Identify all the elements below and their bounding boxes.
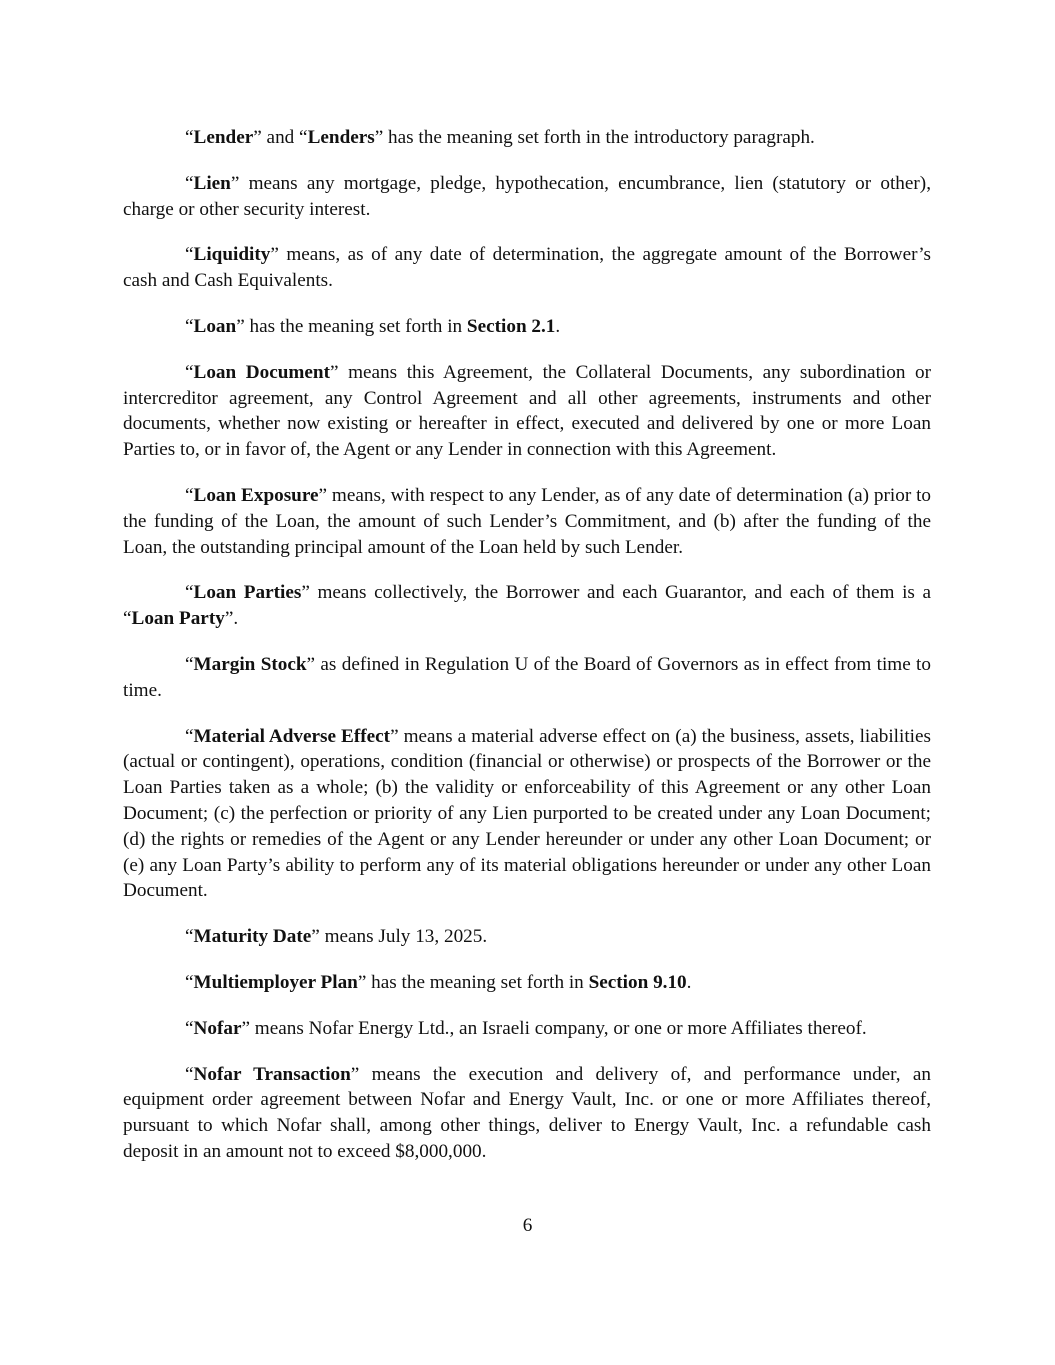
definition-maturity-date: [123, 924, 931, 950]
defined-term: Maturity Date: [193, 926, 312, 948]
defined-term: Nofar: [193, 1017, 242, 1039]
defined-term: Lien: [193, 172, 231, 194]
defined-term: Lenders: [307, 127, 375, 148]
definition-text: ” as defined in Regulation U of the Board of Governors as in effect from time to time.: [123, 653, 931, 701]
defined-term: Liquidity: [193, 244, 271, 266]
definition-text: “: [185, 582, 194, 604]
definition-text: ” means, as of any date of determination, the aggregate amount of the Borrower’s cash and Cash Equivalents.: [123, 244, 931, 292]
definition-text: ”.: [224, 608, 239, 630]
definitions-list: [123, 125, 931, 1165]
definition-liquidity: [123, 242, 931, 294]
defined-term: Loan: [193, 315, 237, 337]
definition-nofar: [123, 1016, 931, 1042]
definition-text: “: [185, 315, 194, 337]
defined-term: Margin Stock: [193, 653, 307, 675]
definition-margin-stock: [123, 652, 931, 704]
definition-text: ” means any mortgage, pledge, hypothecation, encumbrance, lien (statutory or other), charge or other security interest.: [123, 172, 931, 220]
definition-text: “: [185, 1017, 194, 1039]
definition-text: ” means, with respect to any Lender, as of any date of determination (a) prior to the funding of the Loan, the amount of such Lender’s Commitment, and (b) after the funding of the Loan, the outstanding principal amount of the Loan held by such Lender.: [123, 484, 932, 558]
defined-term: Lender: [193, 127, 254, 148]
defined-term: Loan Parties: [193, 582, 302, 604]
definition-text: ” means this Agreement, the Collateral Documents, any subordination or intercreditor agreement, any Control Agreement and all other agreements, instruments and other documents, whether now existing or hereafter in effect, executed and delivered by one or more Loan Parties to, or in favor of, the Agent or any Lender in connection with this Agreement.: [123, 361, 931, 461]
defined-term: Section 9.10: [588, 971, 687, 993]
definition-loan-document: [123, 360, 931, 463]
definition-nofar-transaction: [123, 1062, 931, 1165]
defined-term: Loan Document: [193, 361, 330, 383]
definition-text: “: [185, 1063, 194, 1085]
definition-text: “: [185, 127, 194, 148]
definition-lender: [123, 125, 931, 151]
definition-text: “: [185, 725, 194, 747]
defined-term: Loan Exposure: [193, 484, 319, 506]
definition-material-adverse-effect: [123, 724, 931, 905]
definition-multiemployer-plan: [123, 970, 931, 996]
page-number: 6: [522, 1215, 533, 1236]
definition-text: “: [185, 484, 194, 506]
definition-loan-exposure: [123, 483, 931, 560]
defined-term: Material Adverse Effect: [193, 725, 391, 747]
defined-term: Loan Party: [131, 608, 225, 630]
definition-text: “: [185, 926, 194, 948]
defined-term: Section 2.1: [466, 315, 556, 337]
definition-text: ” has the meaning set forth in: [236, 315, 467, 337]
definition-text: “: [185, 244, 194, 266]
definition-text: ” means July 13, 2025.: [311, 926, 488, 948]
defined-term: Nofar Transaction: [193, 1063, 351, 1085]
definition-text: .: [555, 315, 561, 337]
definition-text: ” means the execution and delivery of, and performance under, an equipment order agreement between Nofar and Energy Vault, Inc. or one or more Affiliates thereof, pursuant to which Nofar shall, among other things, deliver to Energy Vault, Inc. a refundable cash deposit in an amount not to exceed $8,000,000.: [123, 1063, 931, 1162]
definition-text: ” means collectively, the Borrower and each Guarantor, and each of them is a “: [123, 582, 931, 630]
definition-text: “: [185, 361, 194, 383]
definition-loan: [123, 314, 931, 340]
document-page: [123, 125, 931, 1185]
definition-text: “: [185, 172, 194, 194]
definition-text: ” means Nofar Energy Ltd., an Israeli company, or one or more Affiliates thereof.: [241, 1017, 867, 1039]
definition-lien: [123, 171, 931, 223]
definition-loan-parties: [123, 580, 931, 632]
definition-text: “: [185, 971, 194, 993]
definition-text: .: [686, 971, 692, 993]
defined-term: Multiemployer Plan: [193, 971, 358, 993]
definition-text: ” has the meaning set forth in the introductory paragraph.: [374, 127, 815, 148]
definition-text: ” has the meaning set forth in: [357, 971, 589, 993]
definition-text: ” and “: [253, 127, 308, 148]
definition-text: “: [185, 653, 194, 675]
definition-text: ” means a material adverse effect on (a) the business, assets, liabilities (actual or contingent), operations, condition (financial or otherwise) or prospects of the Borrower or the Loan Parties taken as a whole; (b) the validity or enforceability of this Agreement or any other Loan Document; (c) the perfection or priority of any Lien purported to be created under any Loan Document; (d) the rights or remedies of the Agent or any Lender hereunder or under any other Loan Document; or (e) any Loan Party’s ability to perform any of its material obligations hereunder or under any other Loan Document.: [123, 725, 931, 902]
